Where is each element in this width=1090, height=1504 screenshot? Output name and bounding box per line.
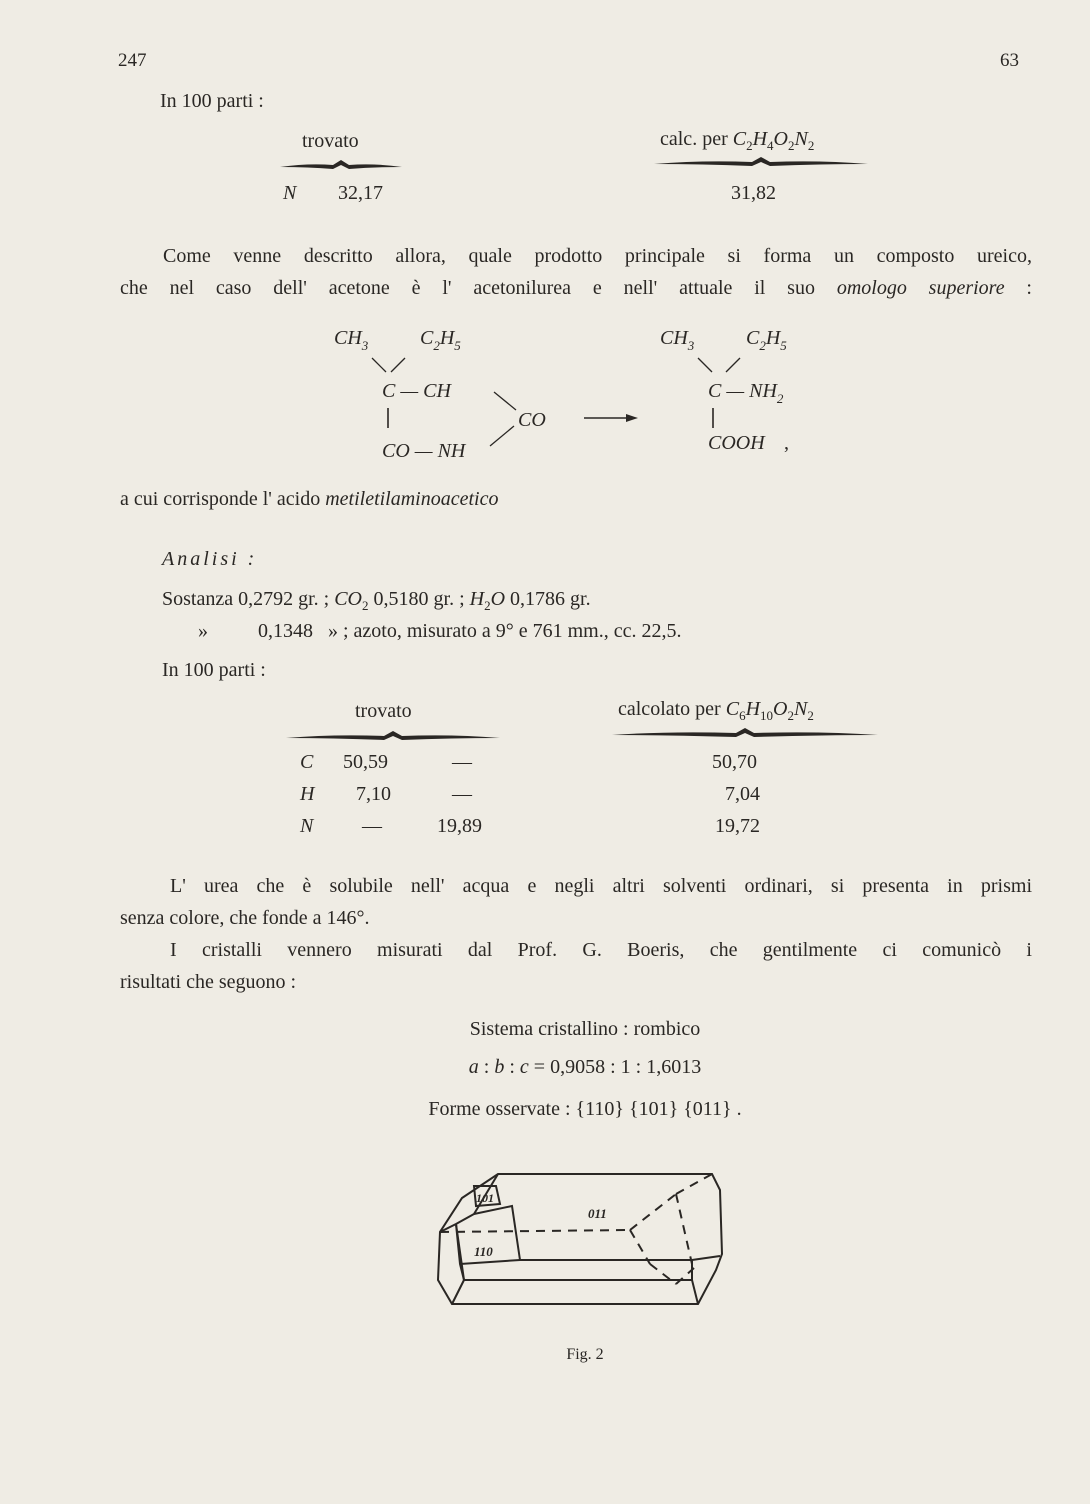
crystal-figure [430,1164,730,1322]
paragraph-line: risultati che seguono : [120,971,297,993]
analysis1-intro: In 100 parti : [160,90,264,112]
analysis2-line1: Sostanza 0,2792 gr. ; $CO_2$ 0,5180 gr. ; $H_2O$ 0,1786 gr. [162,588,591,613]
brace-calc-1 [652,156,870,170]
c2h5-group: $C_2H_5$ [420,327,461,353]
row-c-found: 50,59 [343,751,388,773]
paragraph-urea [120,870,1032,998]
paragraph-line: L' urea che è solubile nell' acqua e negli altri solventi ordinari, si presenta in prismi [170,875,1032,897]
paragraph-ureic-compound [120,240,1032,304]
face-label-101: 101 [476,1191,494,1205]
brace-calc-2 [610,727,880,741]
analysis1-calc-value: 31,82 [731,182,776,204]
row-n-dash: — [362,815,382,837]
crystal-axial-ratio: a : b : c = 0,9058 : 1 : 1,6013 [468,1056,702,1078]
face-label-110: 110 [474,1244,493,1259]
crystal-forms: Forme osservate : {110} {101} {011} . [428,1098,742,1120]
row-c-element: C [300,751,314,773]
c-nh2-group: C — $NH_2$ [708,380,784,406]
paragraph-line: che nel caso dell' acetone è l' acetonilurea e nell' attuale il suo omologo superiore : [120,277,1032,299]
figure-caption: Fig. 2 [566,1346,604,1363]
row-h-found: 7,10 [356,783,391,805]
row-h-calc: 7,04 [725,783,760,805]
page-number-left: 247 [118,50,147,71]
paragraph-line: I cristalli vennero misurati dal Prof. G. Boeris, che gentilmente ci comunicò i [170,939,1032,961]
analysis1-calc-header: calc. per $C_2H_4O_2N_2$ [660,128,815,153]
analysis2-found-header: trovato [355,700,412,722]
ch3-group-product: $CH_3$ [660,327,695,353]
analysis2-line2: 0,1348 » ; azoto, misurato a 9° e 761 mm., cc. 22,5. [258,620,682,642]
c-ch-group: C — CH [382,380,451,402]
analysis1-element: N [283,182,297,204]
analysis2-calc-header: calcolato per $C_6H_{10}O_2N_2$ [618,698,814,723]
scheme-comma: , [784,432,789,454]
analysis1-found-header: trovato [302,130,359,152]
row-n-found: 19,89 [437,815,482,837]
crystal-system: Sistema cristallino : rombico [469,1018,701,1040]
reaction-scheme [320,318,840,468]
row-c-calc: 50,70 [712,751,757,773]
paragraph-line: senza colore, che fonde a 146°. [120,907,370,929]
row-h-dash: — [452,783,472,805]
paragraph-line: Come venne descritto allora, quale prodotto principale si forma un composto ureico, [163,245,1032,267]
page-number-right: 63 [1000,50,1019,71]
row-h-element: H [300,783,315,805]
ch3-group: $CH_3$ [334,327,369,353]
paragraph-acid: a cui corrisponde l' acido metiletilaminoacetico [120,488,499,510]
face-label-011: 011 [588,1206,607,1221]
row-c-dash: — [452,751,472,773]
analysis1-found-value: 32,17 [338,182,383,204]
row-n-element: N [300,815,314,837]
analysis2-intro: In 100 parti : [162,659,266,681]
co-group: CO [518,409,546,431]
row-n-calc: 19,72 [715,815,760,837]
analysis2-line2-quote: » [198,620,208,642]
brace-found-1 [278,158,404,172]
brace-found-2 [284,729,502,743]
cooh-group: COOH [708,432,765,454]
analysis2-heading: Analisi : [162,548,258,570]
co-nh-group: CO — NH [382,440,466,462]
c2h5-group-product: $C_2H_5$ [746,327,787,353]
